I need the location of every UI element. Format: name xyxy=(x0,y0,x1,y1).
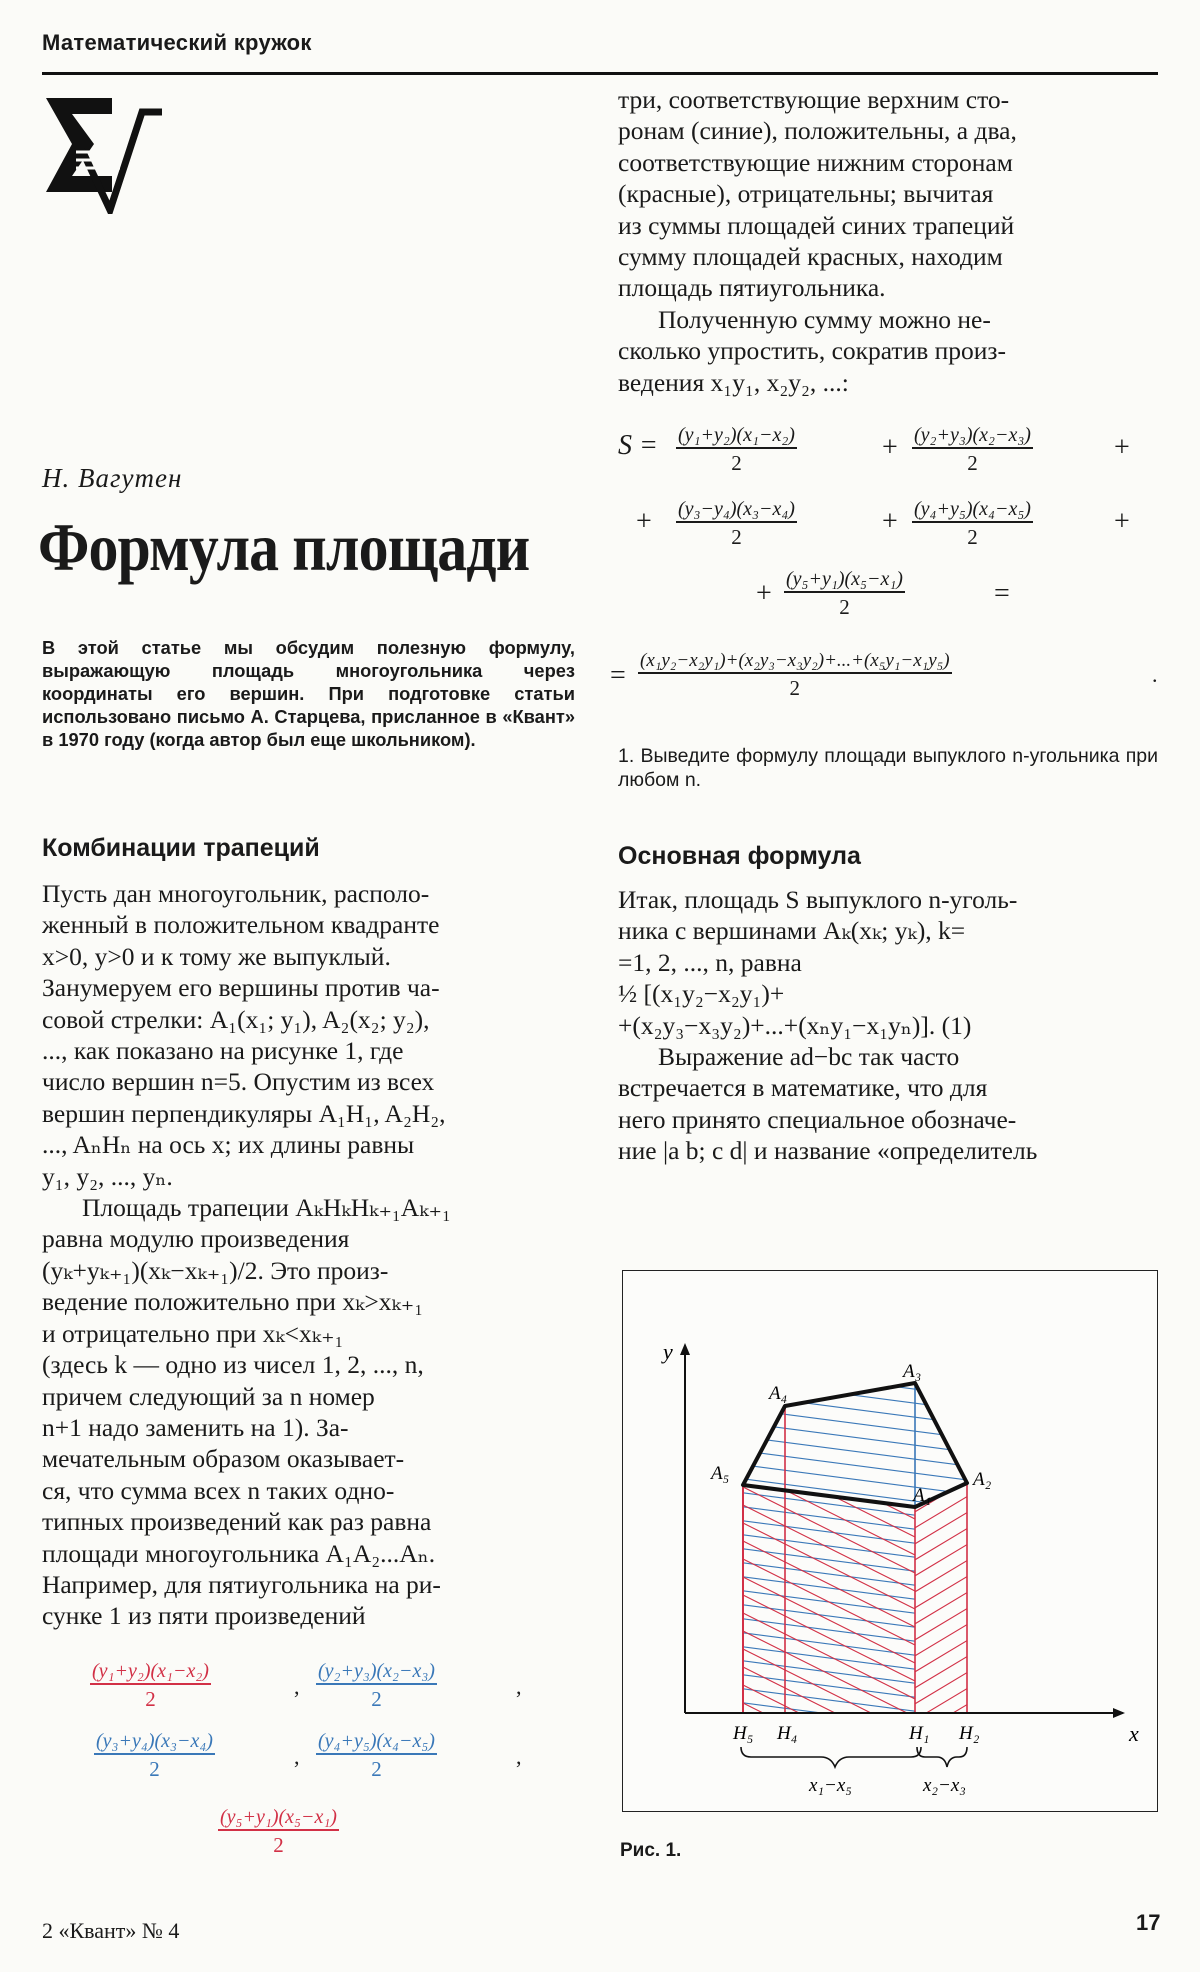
text-line: типных произведений как раз равна xyxy=(42,1507,432,1537)
plus: + xyxy=(636,506,652,537)
hatch-line xyxy=(683,1271,1043,1313)
text-line: n+1 надо заменить на 1). За- xyxy=(42,1412,349,1442)
vertex-label-a4: A₄ xyxy=(769,1383,788,1404)
formula-term: (y₄+y₅)(x₄−x₅) 2 xyxy=(914,498,1031,549)
hatch-line xyxy=(683,1275,1043,1491)
equals: = xyxy=(994,578,1010,609)
hatch-line xyxy=(683,1271,1043,1277)
hatch-line xyxy=(683,1271,1043,1331)
hatch-line xyxy=(683,1611,1043,1811)
hatch-line xyxy=(683,1271,1043,1363)
text-line: =1, 2, ..., n, равна xyxy=(618,947,802,977)
hatch-line xyxy=(683,1513,1043,1560)
plus: + xyxy=(882,506,898,537)
text-line: y₁, y₂, ..., yₙ. xyxy=(42,1161,173,1191)
running-title: Математический кружок xyxy=(42,30,312,55)
formula-result: (x₁y₂−x₂y₁)+(x₂y₃−x₃y₂)+...+(x₅y₁−x₁y₅) 2 xyxy=(640,650,950,700)
product-fraction: (y₂+y₃)(x₂−x₃) 2 xyxy=(318,1660,435,1711)
hatch-line xyxy=(683,1415,1043,1462)
hatch-line xyxy=(683,1317,1043,1364)
hatch-line xyxy=(683,1373,1043,1420)
hatch-line xyxy=(683,1681,1043,1728)
text-line: число вершин n=5. Опустим из всех xyxy=(42,1067,435,1097)
lead-paragraph: В этой статье мы обсудим полезную формулу, выражающую площадь многоугольника через координаты его вершин. При подготовке статьи использовано письмо А. Старцева, присланное в «Квант» в 1970 году (когда автор был еще школьником). xyxy=(42,637,575,750)
vertex-label-a3: A₃ xyxy=(903,1361,922,1382)
y-axis-label: y xyxy=(663,1339,673,1364)
product-fraction: (y₅+y₁)(x₅−x₁) 2 xyxy=(220,1806,337,1857)
hatch-line xyxy=(683,1555,1043,1602)
hatch-line xyxy=(683,1289,1043,1336)
section-heading-trapezoids: Комбинации трапеций xyxy=(42,834,320,862)
hatch-line xyxy=(683,1303,1043,1350)
text-line: него принято специальное обозначе- xyxy=(618,1104,1017,1134)
hatch-line xyxy=(683,1271,1043,1347)
right-column-text xyxy=(618,84,1156,398)
foot-label-h2: H₂ xyxy=(959,1723,980,1744)
hatch-line xyxy=(683,1737,1043,1784)
polygon-diagram xyxy=(623,1271,1157,1811)
text-line: равна модулю произведения xyxy=(42,1224,350,1254)
hatch-line xyxy=(683,1271,1043,1475)
figure-1 xyxy=(622,1270,1158,1812)
hatch-line xyxy=(683,1271,1043,1299)
brace-x1-x5 xyxy=(741,1747,921,1767)
hatch-line xyxy=(683,1307,1043,1523)
plus: + xyxy=(1114,432,1130,463)
header-rule xyxy=(42,72,1158,75)
text-line: площади многоугольника A₁A₂...Aₙ. xyxy=(42,1538,436,1568)
vertex-label-a2: A₂ xyxy=(973,1469,992,1490)
formula-term: (y₅+y₁)(x₅−x₁) 2 xyxy=(786,568,903,619)
hatch-line xyxy=(683,1401,1043,1448)
formula-term: (y₂+y₃)(x₂−x₃) 2 xyxy=(914,424,1031,475)
hatch-line xyxy=(683,1271,1043,1379)
x-axis-label: x xyxy=(1129,1721,1139,1746)
product-fraction: (y₃+y₄)(x₃−x₄) 2 xyxy=(96,1730,213,1781)
hatch-line xyxy=(683,1765,1043,1811)
math-circle-logo xyxy=(42,92,164,214)
hatch-line xyxy=(683,1271,1043,1349)
brace-label-x1-x5: x₁−x₅ xyxy=(809,1775,852,1796)
hatch-line xyxy=(683,1271,1043,1367)
text-line: x>0, y>0 и к тому же выпуклый. xyxy=(42,941,391,971)
hatch-line xyxy=(683,1271,1043,1280)
foot-label-h4: H₄ xyxy=(777,1723,798,1744)
article-title: Формула площади xyxy=(38,509,530,585)
hatch-line xyxy=(683,1799,1043,1811)
hatch-line xyxy=(683,1271,1043,1439)
text-line: женный в положительном квадранте xyxy=(42,910,440,940)
text-line: Например, для пятиугольника на ри- xyxy=(42,1569,441,1599)
text-line: Итак, площадь S выпуклого n-уголь- xyxy=(618,885,1018,914)
hatch-line xyxy=(683,1345,1043,1392)
separator: , xyxy=(294,1744,300,1769)
text-line: ся, что сумма всех n таких одно- xyxy=(42,1475,395,1505)
text-line: сумму площадей красных, находим xyxy=(618,242,1003,272)
brace-label-x2-x3: x₂−x₃ xyxy=(923,1775,966,1796)
hatch-line xyxy=(683,1531,1043,1747)
text-line: ½ [(x₁y₂−x₂y₁)+ xyxy=(618,979,785,1009)
hatch-line xyxy=(683,1779,1043,1811)
hatch-line xyxy=(683,1271,1043,1283)
hatch-line xyxy=(683,1547,1043,1727)
hatch-line xyxy=(683,1499,1043,1715)
hatch-line xyxy=(683,1295,1043,1475)
text-line: Выражение ad−bc так часто xyxy=(658,1042,960,1072)
left-column-text xyxy=(42,878,579,1632)
text-line: ..., AₙHₙ на ось x; их длины равны xyxy=(42,1130,415,1160)
hatch-line xyxy=(683,1271,1043,1331)
hatch-line xyxy=(683,1271,1043,1294)
equals: = xyxy=(610,660,626,691)
hatch-line xyxy=(683,1355,1043,1571)
hatch-line xyxy=(683,1493,1043,1673)
text-line: ведение положительно при xₖ>xₖ₊₁ xyxy=(42,1287,424,1317)
text-line: совой стрелки: A₁(x₁; y₁), A₂(x₂; y₂), xyxy=(42,1004,430,1034)
y-axis-arrow xyxy=(680,1343,690,1355)
hatch-line xyxy=(683,1483,1043,1699)
x-axis-arrow xyxy=(1113,1708,1125,1718)
hatch-line xyxy=(683,1625,1043,1672)
hatch-line xyxy=(683,1569,1043,1616)
exercise-1: 1. Выведите формулу площади выпуклого n-угольника при любом n. xyxy=(618,745,1158,791)
formula-S: S = xyxy=(618,430,658,461)
main-formula-text xyxy=(618,884,1156,1167)
hatch-line xyxy=(683,1271,1043,1403)
text-line: встречается в математике, что для xyxy=(618,1073,988,1103)
text-line: ронам (синие), положительны, а два, xyxy=(618,116,1017,146)
hatch-line xyxy=(683,1611,1043,1658)
hatch-line xyxy=(683,1787,1043,1811)
plus: + xyxy=(882,432,898,463)
hatch-line xyxy=(683,1563,1043,1779)
period: . xyxy=(1152,662,1158,687)
hatch-line xyxy=(683,1763,1043,1811)
hatch-line xyxy=(683,1771,1043,1811)
plus: + xyxy=(1114,506,1130,537)
hatch-line xyxy=(683,1271,1043,1443)
hatch-line xyxy=(683,1485,1043,1532)
text-line: сунке 1 из пяти произведений xyxy=(42,1601,366,1631)
section-heading-main-formula: Основная формула xyxy=(618,842,861,870)
hatch-line xyxy=(683,1529,1043,1709)
hatch-line xyxy=(683,1781,1043,1811)
hatch-line xyxy=(683,1271,1043,1385)
hatch-line xyxy=(683,1271,1043,1395)
page-number: 17 xyxy=(1136,1910,1161,1935)
hatch-line xyxy=(683,1583,1043,1630)
hatch-line xyxy=(683,1271,1043,1427)
hatch-line xyxy=(683,1387,1043,1603)
vertex-label-a5: A₅ xyxy=(711,1463,730,1484)
text-line: Занумеруем его вершины против ча- xyxy=(42,973,440,1003)
hatch-line xyxy=(683,1403,1043,1583)
text-line: ника с вершинами Aₖ(xₖ; yₖ), k= xyxy=(618,916,966,946)
hatch-line xyxy=(683,1359,1043,1406)
footer-issue: 2 «Квант» № 4 xyxy=(42,1918,180,1943)
hatch-line xyxy=(683,1331,1043,1378)
hatch-line xyxy=(683,1751,1043,1798)
hatch-line xyxy=(683,1739,1043,1811)
product-fraction: (y₁+y₂)(x₁−x₂) 2 xyxy=(92,1660,209,1711)
hatch-line xyxy=(683,1499,1043,1546)
hatch-line xyxy=(683,1323,1043,1539)
author: Н. Вагутен xyxy=(42,463,183,493)
text-line: Пусть дан многоугольник, располо- xyxy=(42,879,430,908)
separator: , xyxy=(516,1744,522,1769)
text-line: площадь пятиугольника. xyxy=(618,273,886,303)
hatch-line xyxy=(683,1271,1043,1421)
hatch-line xyxy=(683,1803,1043,1811)
vertex-label-a1: A₁ xyxy=(913,1485,932,1506)
text-line: соответствующие нижним сторонам xyxy=(618,147,1013,177)
separator: , xyxy=(516,1674,522,1699)
hatch-line xyxy=(683,1271,1043,1411)
hatch-line xyxy=(683,1271,1043,1295)
text-line: Площадь трапеции AₖHₖHₖ₊₁Aₖ₊₁ xyxy=(82,1193,451,1223)
plus: + xyxy=(756,578,772,609)
text-line: (здесь k — одно из чисел 1, 2, ..., n, xyxy=(42,1350,424,1380)
hatch-line xyxy=(683,1511,1043,1691)
hatch-line xyxy=(683,1601,1043,1781)
hatch-line xyxy=(683,1755,1043,1811)
hatch-line xyxy=(683,1595,1043,1811)
hatch-line xyxy=(683,1277,1043,1457)
hatch-line xyxy=(683,1793,1043,1811)
text-line: мечательным образом оказывает- xyxy=(42,1444,405,1474)
hatch-line xyxy=(683,1271,1043,1308)
hatch-line xyxy=(683,1527,1043,1574)
hatch-line xyxy=(683,1275,1043,1322)
brace-x2-x3 xyxy=(917,1747,967,1767)
hatch-line xyxy=(683,1421,1043,1601)
text-line: ..., как показано на рисунке 1, где xyxy=(42,1036,404,1066)
hatch-line xyxy=(683,1807,1043,1811)
figure-caption: Рис. 1. xyxy=(620,1840,682,1861)
text-line: и отрицательно при xₖ<xₖ₊₁ xyxy=(42,1318,344,1348)
hatch-line xyxy=(683,1419,1043,1635)
text-line: (красные), отрицательны; вычитая xyxy=(618,179,994,209)
hatch-line xyxy=(683,1271,1043,1459)
formula-term: (y₁+y₂)(x₁−x₂) 2 xyxy=(678,424,795,475)
separator: , xyxy=(294,1674,300,1699)
hatch-line xyxy=(683,1653,1043,1700)
hatch-line xyxy=(683,1639,1043,1686)
hatch-line xyxy=(683,1745,1043,1811)
hatch-line xyxy=(683,1579,1043,1795)
text-line: из суммы площадей синих трапеций xyxy=(618,210,1015,240)
text-line: +(x₂y₃−x₃y₂)+...+(xₙy₁−x₁yₙ)]. (1) xyxy=(618,1010,972,1040)
text-line: сколько упростить, сократив произ- xyxy=(618,336,1006,366)
formula-term: (y₃−y₄)(x₃−x₄) 2 xyxy=(678,498,795,549)
text-line: ние |a b; c d| и название «определитель xyxy=(618,1136,1038,1166)
text-line: Полученную сумму можно не- xyxy=(658,304,991,334)
product-fraction: (y₄+y₅)(x₄−x₅) 2 xyxy=(318,1730,435,1781)
foot-label-h5: H₅ xyxy=(733,1723,754,1744)
text-line: вершин перпендикуляры A₁H₁, A₂H₂, xyxy=(42,1098,446,1128)
text-line: причем следующий за n номер xyxy=(42,1381,375,1411)
text-line: три, соответствующие верхним сто- xyxy=(618,85,1010,114)
text-line: ведения x₁y₁, x₂y₂, ...: xyxy=(618,367,849,397)
hatch-line xyxy=(683,1271,1043,1315)
hatch-line xyxy=(683,1619,1043,1799)
text-line: (yₖ+yₖ₊₁)(xₖ−xₖ₊₁)/2. Это произ- xyxy=(42,1255,389,1285)
foot-label-h1: H₁ xyxy=(909,1723,930,1744)
